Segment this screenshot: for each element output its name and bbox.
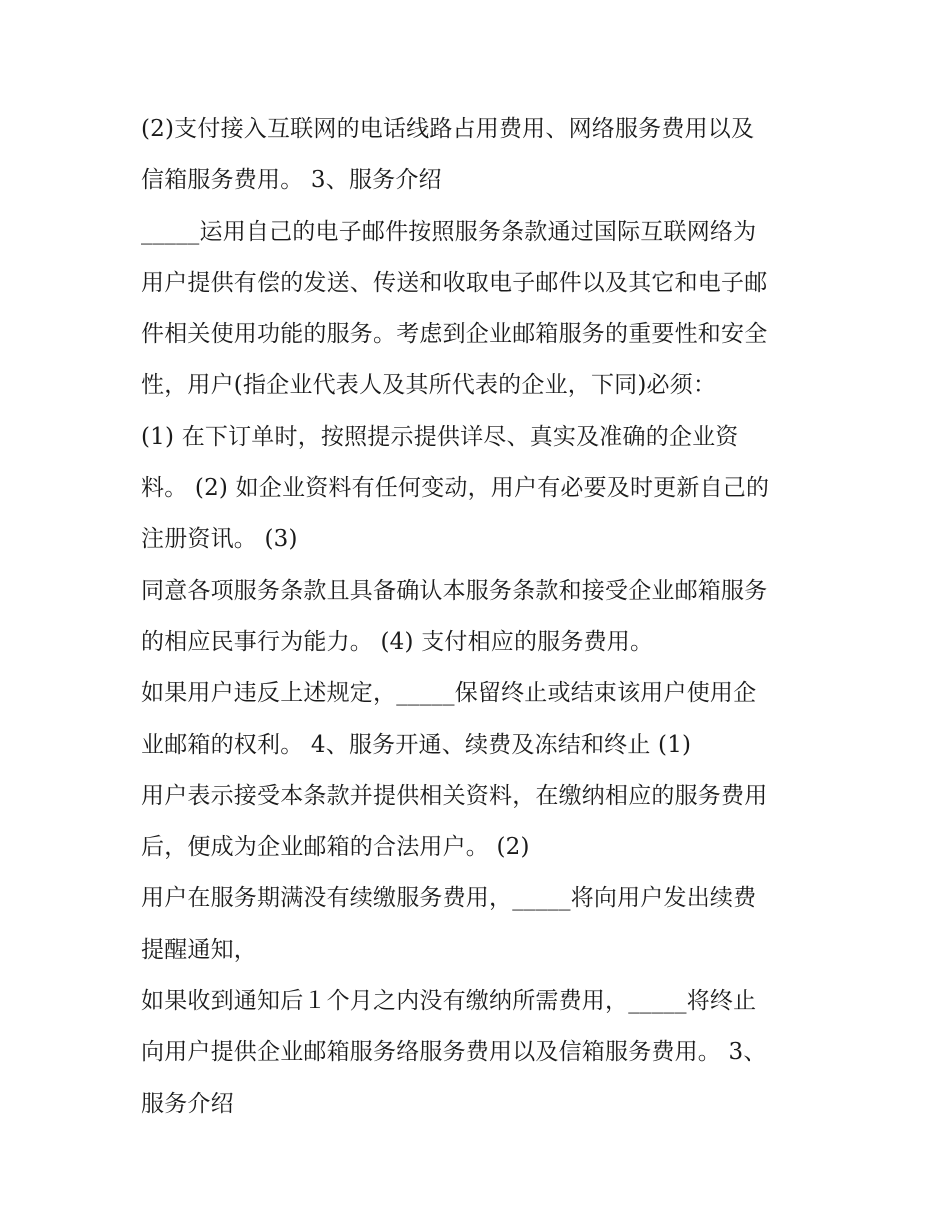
text-line: 用户表示接受本条款并提供相关资料，在缴纳相应的服务费用 <box>141 782 768 809</box>
text-line: 的相应民事行为能力。 (4) 支付相应的服务费用。 <box>141 628 654 655</box>
text-line: 如果用户违反上述规定，_____保留终止或结束该用户使用企 <box>141 680 757 707</box>
text-line: 件相关使用功能的服务。考虑到企业邮箱服务的重要性和安全 <box>141 321 768 348</box>
document-body <box>141 104 841 1130</box>
text-line: 信箱服务费用。 3、服务介绍 <box>141 167 442 194</box>
text-line: (2)支付接入互联网的电话线路占用费用、网络服务费用以及 <box>141 116 755 142</box>
text-line: 性，用户(指企业代表人及其所代表的企业，下同)必须： <box>141 372 717 399</box>
text-line: (1) 在下订单时，按照提示提供详尽、真实及准确的企业资 <box>141 423 739 450</box>
text-line: 料。 (2) 如企业资料有任何变动，用户有必要及时更新自己的 <box>141 475 770 502</box>
text-line: 同意各项服务条款且具备确认本服务条款和接受企业邮箱服务 <box>141 577 768 604</box>
text-line: 如果收到通知后１个月之内没有缴纳所需费用，_____将终止 <box>141 988 757 1015</box>
text-line: 向用户提供企业邮箱服务络服务费用以及信箱服务费用。 3、 <box>141 1039 767 1066</box>
text-line: 提醒通知， <box>141 936 257 963</box>
text-line: 业邮箱的权利。 4、服务开通、续费及冻结和终止 (1) <box>141 731 692 758</box>
text-line: 服务介绍 <box>141 1090 234 1117</box>
text-line: 后，便成为企业邮箱的合法用户。 (2) <box>141 834 530 861</box>
text-line: 注册资讯。 (3) <box>141 526 298 553</box>
text-line: _____运用自己的电子邮件按照服务条款通过国际互联网络为 <box>141 218 757 245</box>
text-line: 用户在服务期满没有续缴服务费用，_____将向用户发出续费 <box>141 885 757 912</box>
text-line: 用户提供有偿的发送、传送和收取电子邮件以及其它和电子邮 <box>141 269 768 296</box>
